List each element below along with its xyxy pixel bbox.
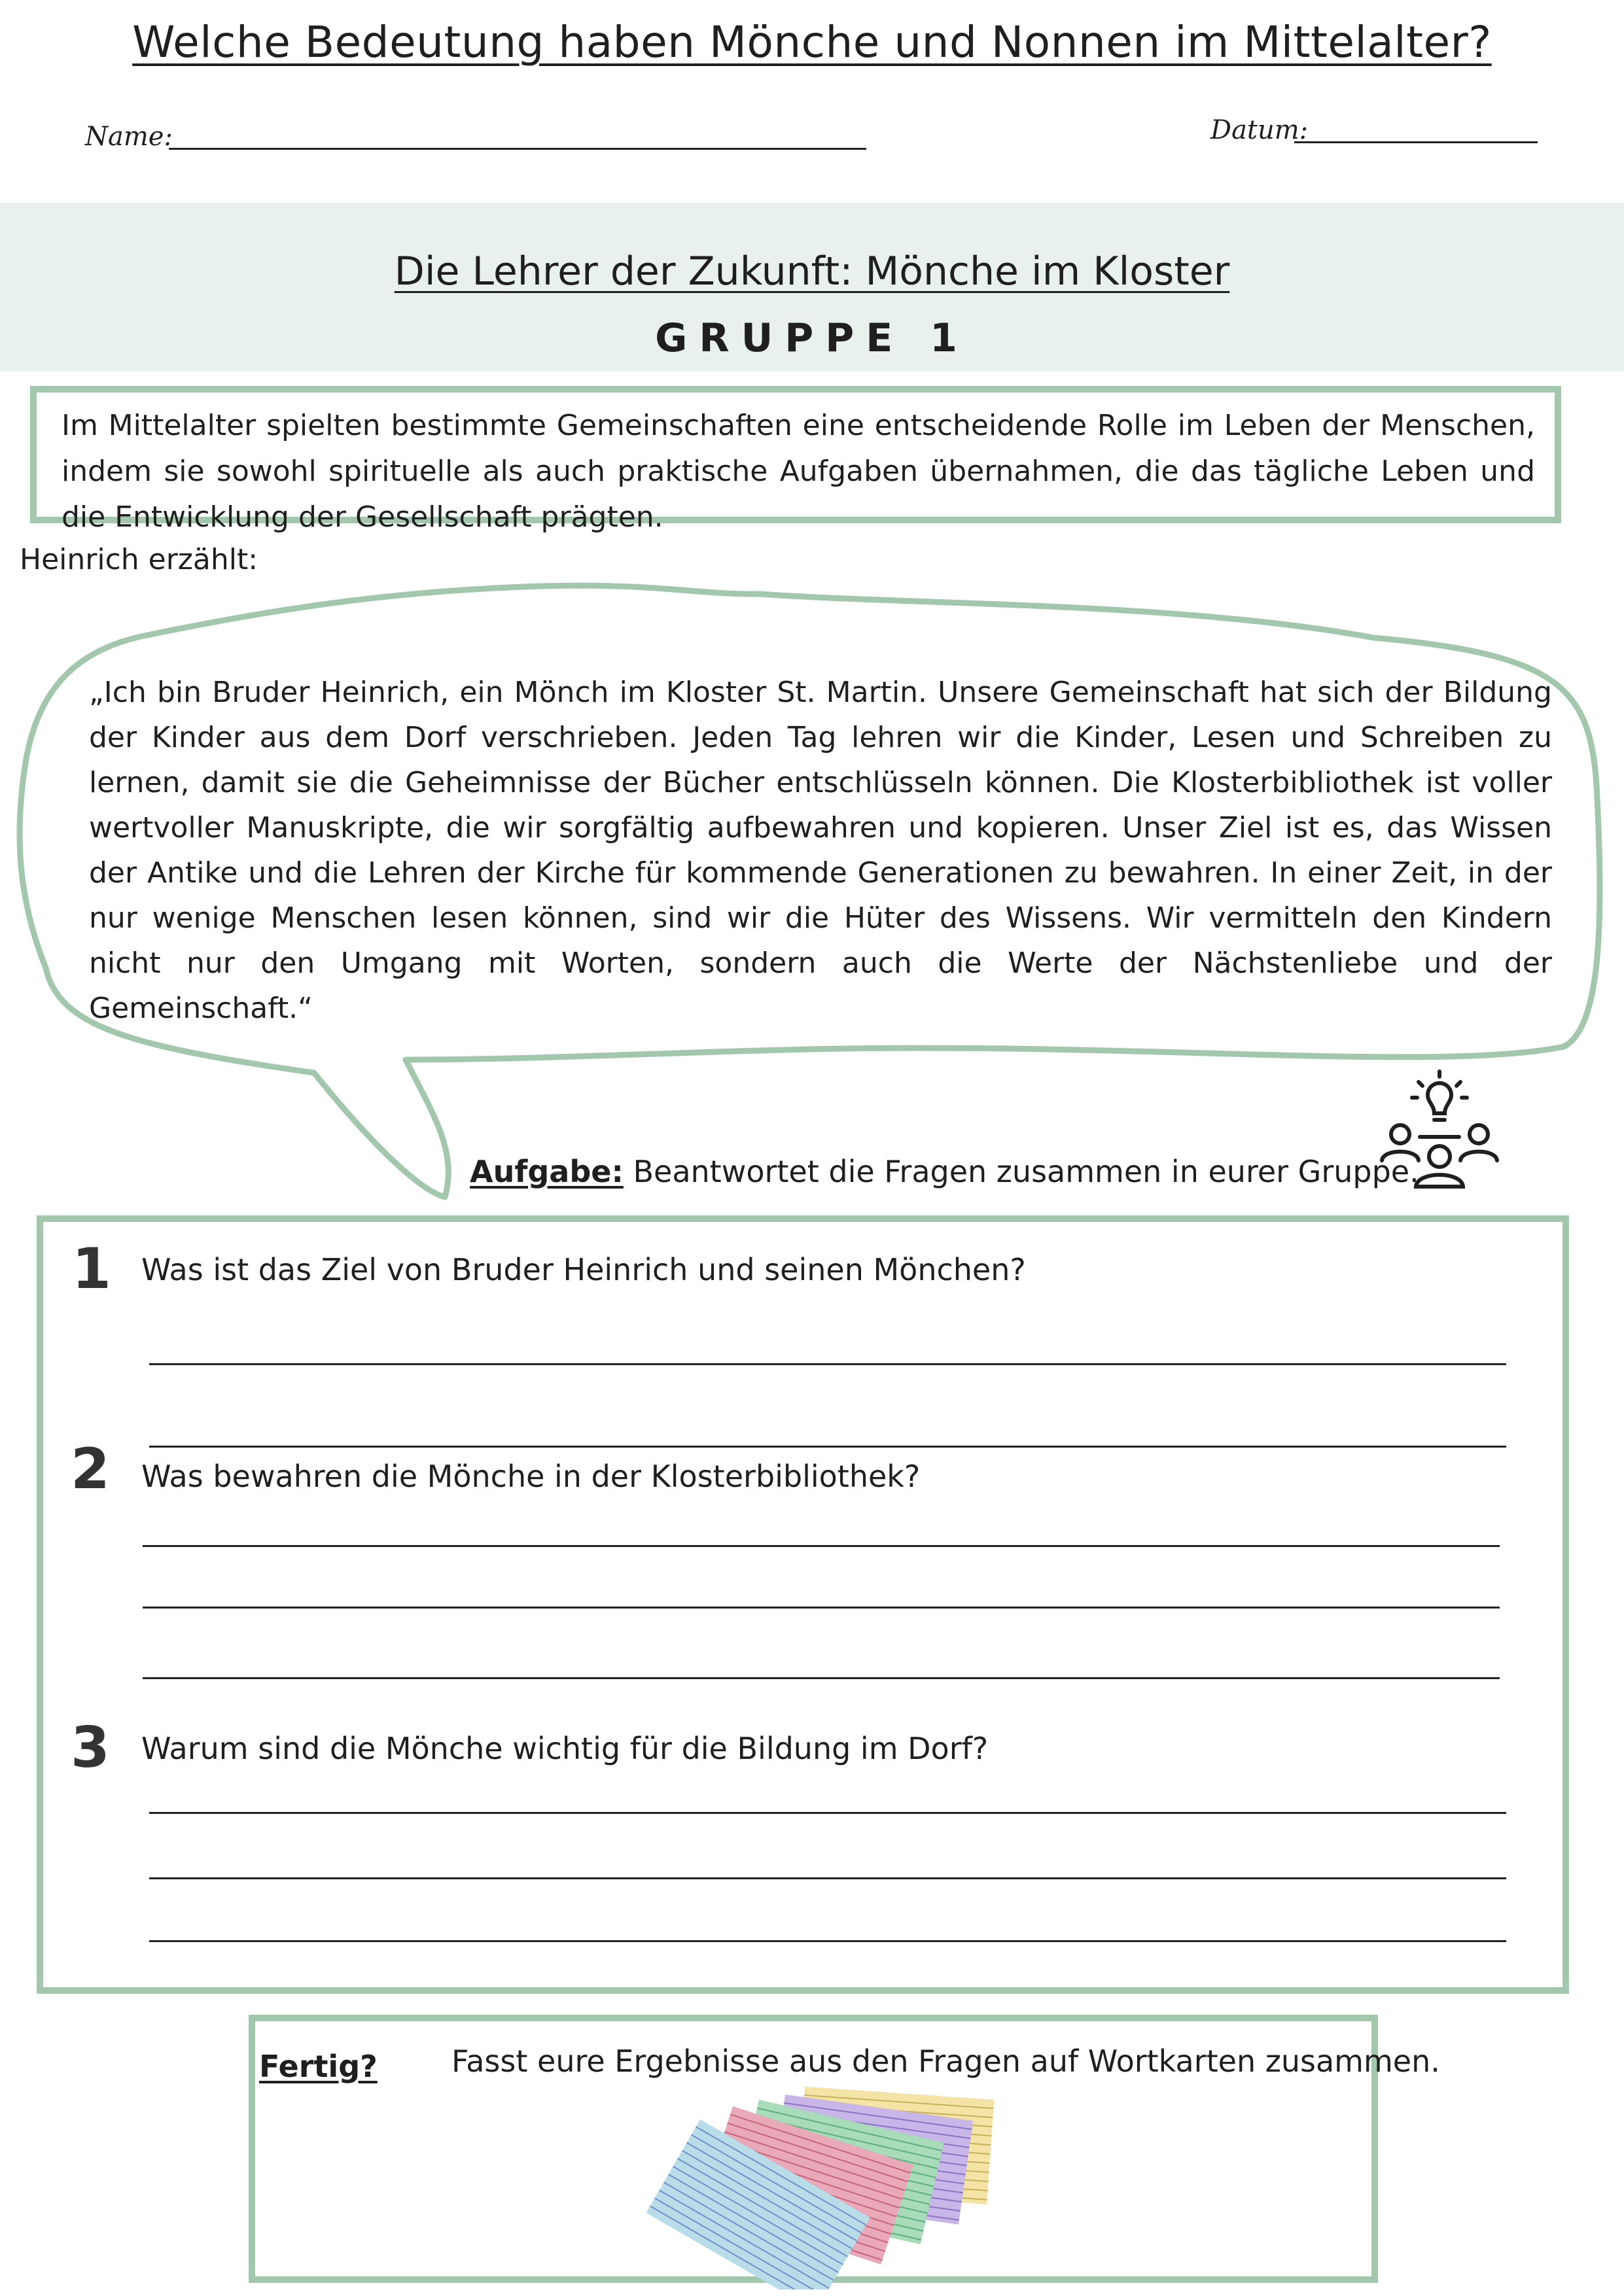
answer-line[interactable]	[149, 1940, 1506, 1942]
answer-line[interactable]	[143, 1607, 1500, 1609]
heinrich-quote: „Ich bin Bruder Heinrich, ein Mönch im Kloster St. Martin. Unsere Gemeinschaft hat sich der Bildung der Kinder aus dem Dorf verschrieben. Jeden Tag lehren wir die Kinder, Lesen und Schreiben zu lernen, damit sie die Geheimnisse der Bücher entschlüsseln können. Die Klosterbibliothek ist voller wertvoller Manuskripte, die wir sorgfältig aufbewahren und kopieren. Unser Ziel ist es, das Wissen der Antike und die Lehren der Kirche für kommende Generationen zu bewahren. In einer Zeit, in der nur wenige Menschen lesen können, sind wir die Hüter des Wissens. Wir vermitteln den Kindern nicht nur den Umgang mit Worten, sondern auch die Werte der Nächstenliebe und der Gemeinschaft.“	[89, 676, 1552, 1025]
task-text: Beantwortet die Fragen zusammen in eurer Gruppe.	[633, 1154, 1419, 1189]
finish-label: Fertig?	[259, 2049, 378, 2084]
intro-text: Im Mittelalter spielten bestimmte Gemeinschaften eine entscheidende Rolle im Leben der Menschen, indem sie sowohl spirituelle als auch praktische Aufgaben übernahmen, die das tägliche Leben und die Entwicklung der Gesellschaft prägten.	[62, 409, 1535, 534]
name-field[interactable]	[169, 148, 866, 150]
group-title: GRUPPE 1	[655, 315, 969, 361]
answer-line[interactable]	[149, 1877, 1506, 1879]
speaker-label: Heinrich erzählt:	[20, 543, 258, 576]
question-number-3: 3	[71, 1715, 110, 1781]
task-instruction	[470, 1154, 1419, 1189]
question-number-2: 2	[71, 1436, 110, 1502]
worksheet-title: Welche Bedeutung haben Mönche und Nonnen im Mittelalter?	[132, 17, 1492, 67]
answer-line[interactable]	[143, 1545, 1500, 1547]
name-label: Name:	[85, 122, 173, 152]
question-number-1: 1	[72, 1236, 111, 1302]
group-idea-icon	[1374, 1069, 1505, 1193]
index-cards-illustration	[622, 2080, 1014, 2289]
date-label: Datum:	[1210, 115, 1309, 145]
question-text-3: Warum sind die Mönche wichtig für die Bildung im Dorf?	[141, 1731, 989, 1766]
intro-box	[30, 386, 1561, 534]
answer-line[interactable]	[149, 1446, 1506, 1448]
finish-text: Fasst eure Ergebnisse aus den Fragen auf Wortkarten zusammen.	[451, 2044, 1440, 2079]
answer-line[interactable]	[149, 1812, 1506, 1814]
answer-line[interactable]	[149, 1363, 1506, 1365]
question-text-1: Was ist das Ziel von Bruder Heinrich und seinen Mönchen?	[141, 1252, 1026, 1287]
date-field[interactable]	[1294, 141, 1538, 143]
task-label: Aufgabe:	[470, 1154, 624, 1189]
answer-line[interactable]	[143, 1677, 1500, 1679]
question-text-2: Was bewahren die Mönche in der Klosterbibliothek?	[141, 1459, 921, 1494]
section-subtitle: Die Lehrer der Zukunft: Mönche im Kloster	[394, 249, 1230, 294]
